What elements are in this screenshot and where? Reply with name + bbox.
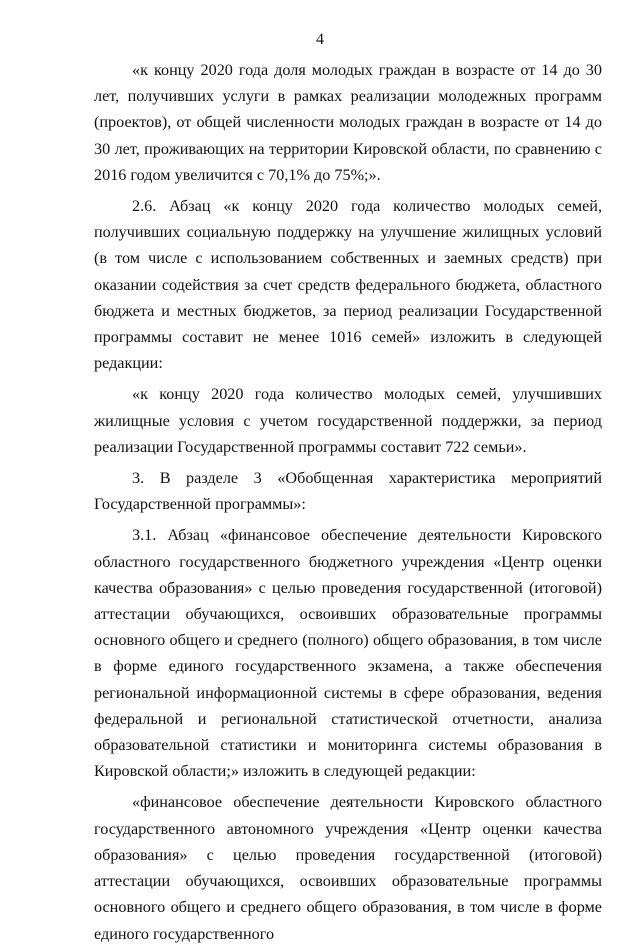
paragraph-young-families: «к концу 2020 года количество молодых семей, улучшивших жилищные условия с учетом государственной поддержки, за период реализации Государственной программы составит 722 семьи». xyxy=(94,385,602,456)
page-number: 4 xyxy=(316,31,324,48)
paragraph-3-1: 3.1. Абзац «финансовое обеспечение деятельности Кировского областного государственного бюджетного учреждения «Центр оценки качества образования» с целью проведения государственной (итоговой) аттестации обучающихся, освоивших образовательные программы основного общего и среднего (полного) общего образования, в том числе в форме единого государственного экзамена, а также обеспечения региональной информационной системы в сфере образования, ведения федеральной и региональной статистической отчетности, анализа образовательной статистики и мониторинга системы образования в Кировской области;» изложить в следующей редакции: xyxy=(94,526,602,781)
document-body xyxy=(94,57,602,947)
paragraph-2-6: 2.6. Абзац «к концу 2020 года количество молодых семей, получивших социальную поддержку на улучшение жилищных условий (в том числе с использованием собственных и заемных средств) при оказании содействия за счет средств федерального бюджета, областного бюджета и местных бюджетов, за период реализации Государственной программы составит не менее 1016 семей» изложить в следующей редакции: xyxy=(94,197,602,373)
paragraph-section-3: 3. В разделе 3 «Обобщенная характеристика мероприятий Государственной программы»: xyxy=(94,469,602,514)
paragraph-new-wording: «финансовое обеспечение деятельности Кировского областного государственного автономного учреждения «Центр оценки качества образования» с целью проведения государственной (итоговой) аттестации обучающихся, освоивших образовательные программы основного общего и среднего общего образования, в том числе в форме единого государственного xyxy=(94,793,602,943)
paragraph-youth-share: «к концу 2020 года доля молодых граждан в возрасте от 14 до 30 лет, получивших услуги в рамках реализации молодежных программ (проектов), от общей численности молодых граждан в возрасте от 14 до 30 лет, проживающих на территории Кировской области, по сравнению с 2016 годом увеличится с 70,1% до 75%;». xyxy=(94,61,602,184)
